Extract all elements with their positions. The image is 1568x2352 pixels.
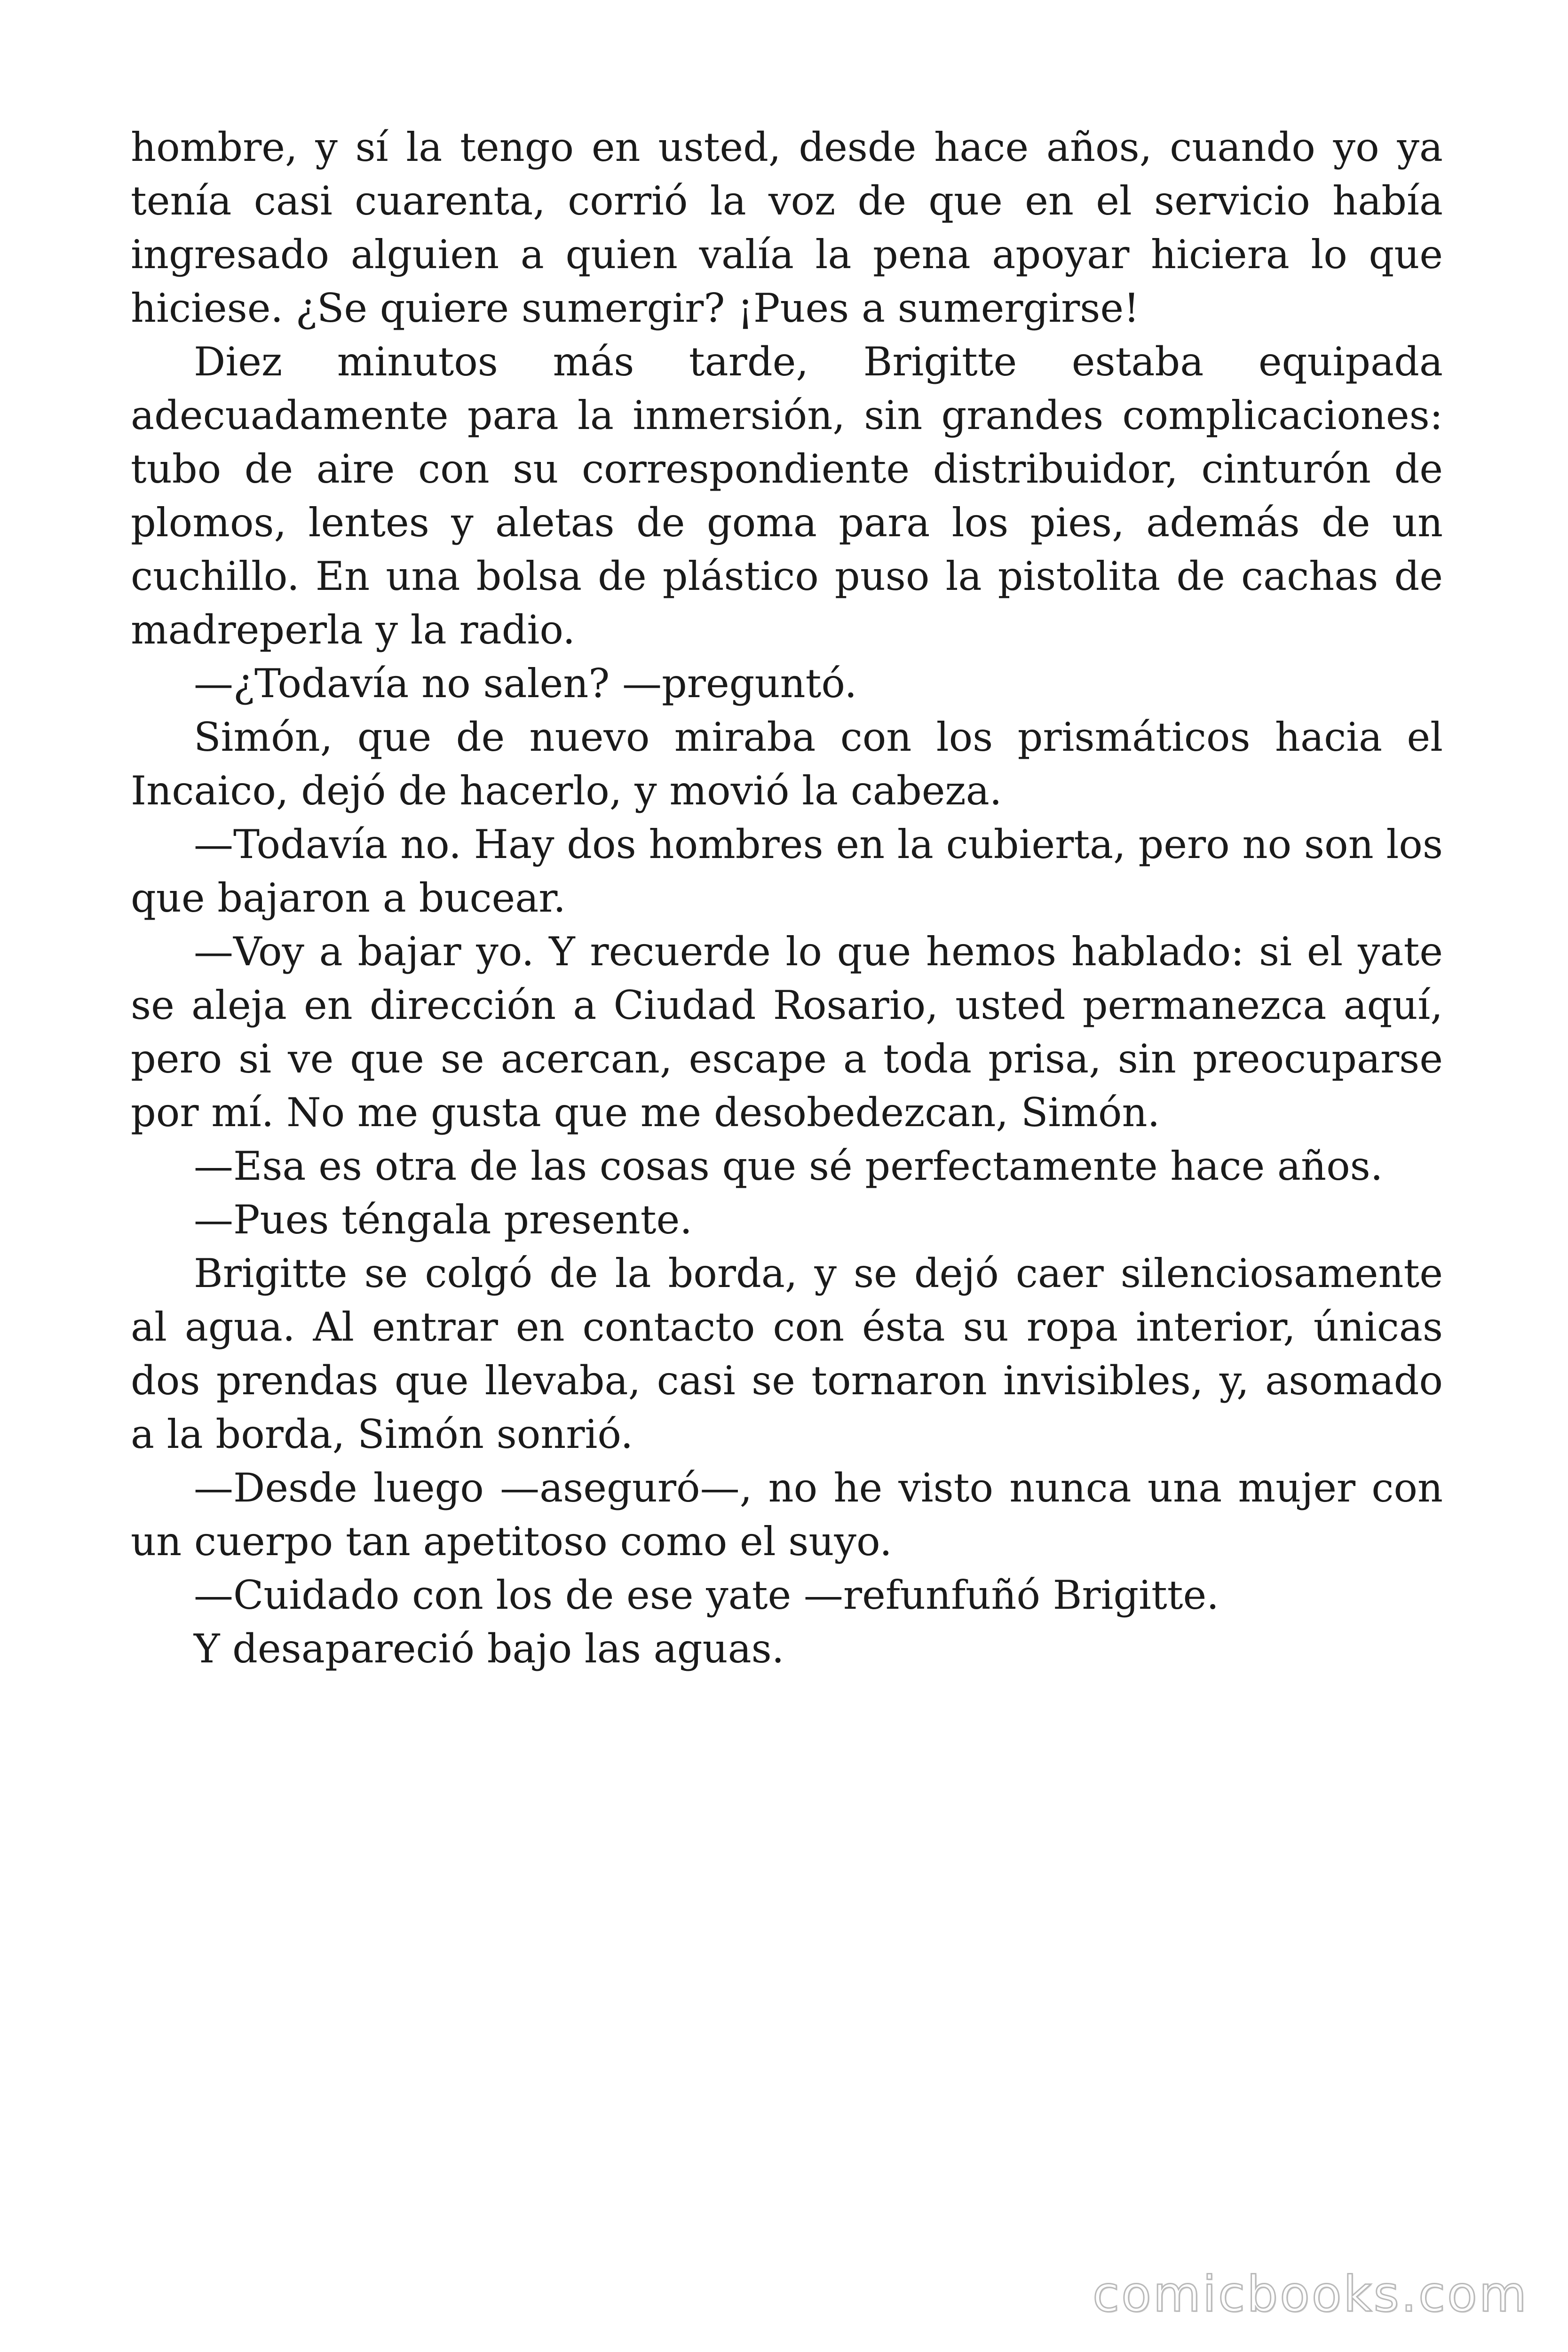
paragraph: —Esa es otra de las cosas que sé perfectamente hace años. (194, 1143, 1383, 1189)
paragraph: —Desde luego —aseguró—, no he visto nunca una mujer con un cuerpo tan apetitoso como el suyo. (131, 1465, 1443, 1565)
paragraph: —Voy a bajar yo. Y recuerde lo que hemos hablado: si el yate se aleja en dirección a Ciudad Rosario, usted permanezca aquí, pero si ve que se acercan, escape a toda prisa, sin preocuparse por mí. No me gusta que me desobedezcan, Simón. (131, 929, 1443, 1136)
paragraph: —Pues téngala presente. (194, 1197, 692, 1243)
paragraph: —Cuidado con los de ese yate —refunfuñó Brigitte. (194, 1572, 1219, 1618)
paragraph: Y desapareció bajo las aguas. (194, 1626, 784, 1672)
watermark: comicbooks.com (1092, 2265, 1528, 2323)
body-text (131, 120, 1443, 1676)
paragraph: Diez minutos más tarde, Brigitte estaba equipada adecuadamente para la inmersión, sin grandes complicaciones: tubo de aire con su correspondiente distribuidor, cinturón de plomos, lentes y aletas de goma para los pies, además de un cuchillo. En una bolsa de plástico puso la pistolita de cachas de madreperla y la radio. (131, 339, 1443, 653)
paragraph: —Todavía no. Hay dos hombres en la cubierta, pero no son los que bajaron a bucear. (131, 821, 1443, 921)
paragraph: —¿Todavía no salen? —preguntó. (194, 660, 857, 707)
paragraph: Simón, que de nuevo miraba con los prismáticos hacia el Incaico, dejó de hacerlo, y movió la cabeza. (131, 714, 1443, 814)
paragraph: Brigitte se colgó de la borda, y se dejó caer silenciosamente al agua. Al entrar en contacto con ésta su ropa interior, únicas dos prendas que llevaba, casi se tornaron invisibles, y, asomado a la borda, Simón sonrió. (131, 1250, 1443, 1457)
paragraph: hombre, y sí la tengo en usted, desde hace años, cuando yo ya tenía casi cuarenta, corrió la voz de que en el servicio había ingresado alguien a quien valía la pena apoyar hiciera lo que hiciese. ¿Se quiere sumergir? ¡Pues a sumergirse! (131, 124, 1443, 331)
